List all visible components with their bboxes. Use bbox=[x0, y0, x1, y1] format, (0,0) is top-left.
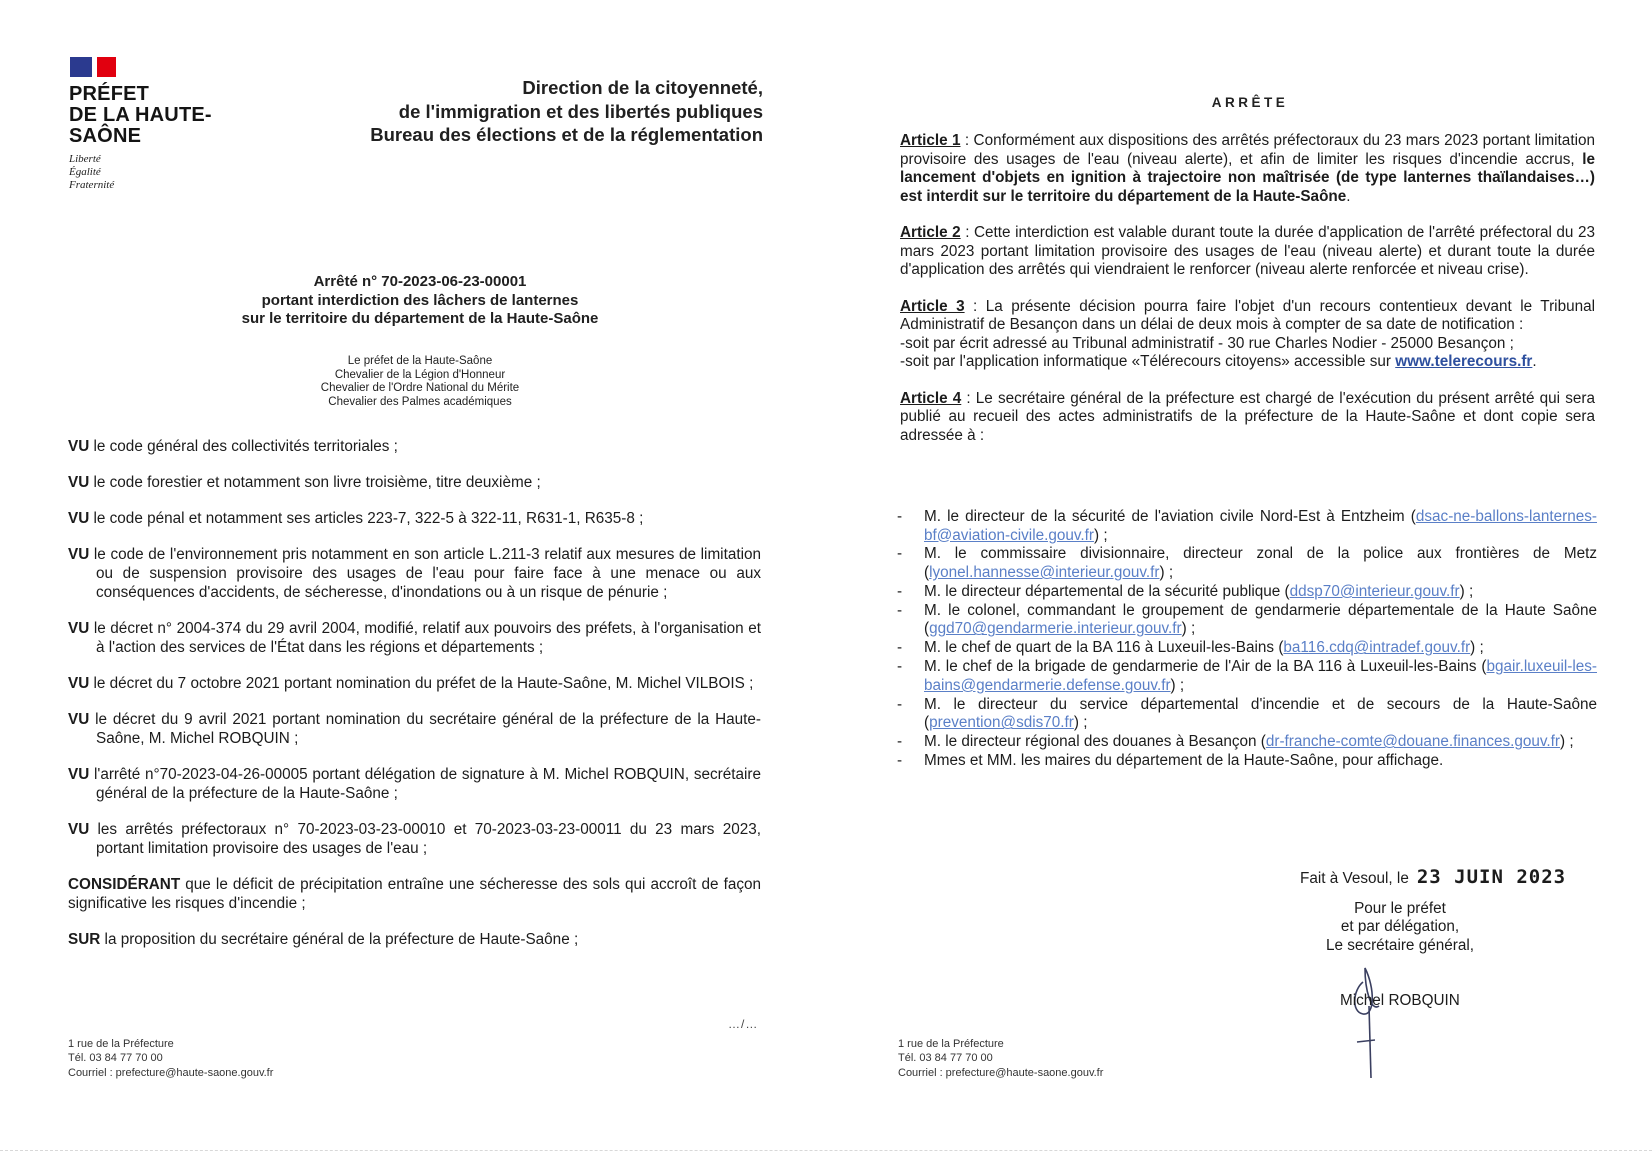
prefet-block bbox=[69, 84, 219, 192]
recipient-item: - M. le directeur du service départemental d'incendie et de secours de la Haute-Saône (prevention@sdis70.fr) ; bbox=[897, 695, 1597, 732]
visa-text: le code forestier et notamment son livre troisième, titre deuxième ; bbox=[93, 474, 541, 491]
article-text: -soit par l'application informatique «Télérecours citoyens» accessible sur bbox=[900, 353, 1396, 370]
visa-keyword: VU bbox=[68, 821, 90, 838]
article-text: . bbox=[1346, 187, 1351, 205]
prefet-line: DE LA HAUTE- bbox=[69, 104, 212, 126]
article-line: -soit par écrit adressé au Tribunal administratif - 30 rue Charles Nodier - 25000 Besançon ; bbox=[900, 334, 1514, 352]
article-text: . bbox=[1532, 353, 1537, 370]
flag-red-stripe bbox=[97, 57, 116, 77]
article-text: : Cette interdiction est valable durant toute la durée d'application de l'arrêté préfectoral du 23 mars 2023 portant limitation provisoire des usages de l'eau (niveau alerte) et durant toute la durée d'application des arrêtés qui viendraient le renforcer (niveau alerte renforcée et niveau crise). bbox=[900, 224, 1595, 278]
motto-line: Fraternité bbox=[69, 179, 115, 191]
dash-bullet: - bbox=[897, 733, 903, 751]
arrete-subject: portant interdiction des lâchers de lanternes bbox=[261, 291, 579, 309]
recipient-email-link[interactable]: ba116.cdq@intradef.gouv.fr bbox=[1283, 639, 1471, 657]
prefet-title-line: Chevalier de la Légion d'Honneur bbox=[334, 368, 506, 381]
prefet-line: PRÉFET bbox=[69, 83, 150, 105]
date-stamp: 23 JUIN 2023 bbox=[1416, 866, 1567, 888]
recipient-item: - M. le directeur de la sécurité de l'aviation civile Nord-Est à Entzheim (dsac-ne-ballons-lanternes-bf@aviation-civile.gouv.fr) ; bbox=[897, 508, 1597, 544]
footer-left bbox=[68, 1037, 273, 1080]
article-text: : La présente décision pourra faire l'objet d'un recours contentieux devant le Tribunal Administratif de Besançon dans un délai de deux mois à compter de sa date de notification : bbox=[900, 297, 1595, 333]
footer-email: Courriel : prefecture@haute-saone.gouv.fr bbox=[898, 1066, 1104, 1079]
article-label: Article 2 bbox=[900, 224, 961, 241]
recipient-text: M. le directeur régional des douanes à Besançon bbox=[924, 733, 1261, 751]
dash-bullet: - bbox=[897, 752, 903, 770]
arrete-title bbox=[90, 273, 750, 329]
recipients-list bbox=[897, 508, 1597, 771]
footer-email: Courriel : prefecture@haute-saone.gouv.fr bbox=[68, 1066, 274, 1079]
prefet-titles bbox=[90, 355, 750, 409]
republic-motto bbox=[69, 153, 219, 192]
visa-keyword: VU bbox=[68, 675, 90, 692]
recipient-email-link[interactable]: ggd70@gendarmerie.interieur.gouv.fr bbox=[929, 620, 1182, 638]
visa-item bbox=[68, 674, 761, 693]
recipient-email-link[interactable]: dsac-ne-ballons-lanternes-bf@aviation-civile.gouv.fr bbox=[924, 508, 1597, 544]
visa-keyword: VU bbox=[68, 711, 90, 728]
visa-keyword: VU bbox=[68, 546, 90, 563]
visa-text: l'arrêté n°70-2023-04-26-00005 portant délégation de signature à M. Michel ROBQUIN, secrétaire général de la préfecture de la Haute-Saône ; bbox=[94, 766, 762, 802]
prefet-title-line: Chevalier des Palmes académiques bbox=[328, 395, 512, 408]
direction-line: Direction de la citoyenneté, bbox=[522, 77, 763, 98]
arrete-number: Arrêté n° 70-2023-06-23-00001 bbox=[313, 273, 527, 290]
dash-bullet: - bbox=[897, 601, 903, 619]
prefet-title-line: Chevalier de l'Ordre National du Mérite bbox=[320, 382, 520, 395]
dash-bullet: - bbox=[897, 545, 903, 563]
recipient-item: - M. le chef de quart de la BA 116 à Luxeuil-les-Bains (ba116.cdq@intradef.gouv.fr) ; bbox=[897, 639, 1484, 657]
visa-keyword: VU bbox=[68, 438, 90, 455]
signer-name: Michel ROBQUIN bbox=[1340, 992, 1460, 1009]
considerant-text: que le déficit de précipitation entraîne une sécheresse des sols qui accroît de façon significative les risques d'incendie ; bbox=[68, 876, 762, 912]
visa-text: le décret du 9 avril 2021 portant nomination du secrétaire général de la préfecture de la Haute-Saône, M. Michel ROBQUIN ; bbox=[95, 711, 762, 747]
recipient-item: - M. le directeur départemental de la sécurité publique (ddsp70@interieur.gouv.fr) ; bbox=[897, 582, 1474, 600]
direction-line: de l'immigration et des libertés publiques bbox=[398, 100, 763, 122]
recipient-email-link[interactable]: prevention@sdis70.fr bbox=[929, 714, 1074, 732]
visa-keyword: VU bbox=[68, 766, 90, 783]
article-4 bbox=[900, 390, 1595, 446]
signature-line: Pour le préfet bbox=[1354, 900, 1446, 917]
arrete-heading: ARRÊTE bbox=[1211, 95, 1289, 110]
page-fold-line bbox=[0, 1150, 1652, 1151]
flag-blue-stripe bbox=[70, 57, 92, 77]
visa-item bbox=[68, 545, 761, 602]
visa-item bbox=[68, 765, 761, 803]
recipient-item bbox=[897, 752, 1597, 771]
footer-phone: Tél. 03 84 77 70 00 bbox=[68, 1052, 163, 1065]
date-line bbox=[1300, 866, 1566, 888]
prefet-line: SAÔNE bbox=[69, 125, 142, 147]
motto-line: Égalité bbox=[69, 166, 101, 178]
recipient-email-link[interactable]: lyonel.hannesse@interieur.gouv.fr bbox=[929, 564, 1160, 582]
recipient-text: M. le commissaire divisionnaire, directeur zonal de la police aux frontières de Metz bbox=[924, 545, 1597, 563]
article-text: : Le secrétaire général de la préfecture est chargé de l'exécution du présent arrêté qui sera publié au recueil des actes administratifs de la préfecture de la Haute-Saône et dont copie sera adressée à : bbox=[900, 389, 1595, 444]
dash-bullet: - bbox=[897, 695, 903, 713]
telerecours-link[interactable]: www.telerecours.fr bbox=[1395, 353, 1533, 370]
motto-line: Liberté bbox=[69, 153, 101, 165]
signature-place: Fait à Vesoul, le bbox=[1300, 870, 1409, 887]
recipient-email-link[interactable]: ddsp70@interieur.gouv.fr bbox=[1289, 582, 1460, 600]
article-label: Article 1 bbox=[900, 132, 961, 149]
visa-keyword: VU bbox=[68, 510, 90, 527]
article-line bbox=[900, 353, 1595, 372]
recipient-email-link[interactable]: bgair.luxeuil-les-bains@gendarmerie.defense.gouv.fr bbox=[924, 658, 1597, 694]
handwritten-signature bbox=[1335, 960, 1405, 1080]
recipient-text: M. le directeur du service départemental d'incendie et de secours de la Haute-Saône bbox=[924, 695, 1597, 713]
visa-item bbox=[68, 710, 761, 748]
article-3 bbox=[900, 298, 1595, 372]
recipient-item: - M. le chef de la brigade de gendarmerie de l'Air de la BA 116 à Luxeuil-les-Bains (bgair.luxeuil-les-bains@gendarmerie.defense.gouv.fr) ; bbox=[897, 658, 1597, 694]
prefet-title-line: Le préfet de la Haute-Saône bbox=[347, 355, 493, 367]
visa-keyword: VU bbox=[68, 620, 90, 637]
considerant-keyword: CONSIDÉRANT bbox=[68, 876, 181, 893]
articles bbox=[900, 132, 1595, 463]
sur-text: la proposition du secrétaire général de la préfecture de Haute-Saône ; bbox=[104, 931, 579, 948]
visa-item bbox=[68, 619, 761, 657]
visa-text: le décret n° 2004-374 du 29 avril 2004, modifié, relatif aux pouvoirs des préfets, à l'organisation et à l'action des services de l'État dans les régions et départements ; bbox=[93, 620, 762, 656]
recipient-item: - M. le commissaire divisionnaire, directeur zonal de la police aux frontières de Metz (lyonel.hannesse@interieur.gouv.fr) ; bbox=[897, 545, 1597, 582]
marianne-logo bbox=[70, 57, 118, 77]
visa-keyword: VU bbox=[68, 474, 90, 491]
footer-address: 1 rue de la Préfecture bbox=[68, 1038, 174, 1050]
considerant-item bbox=[68, 875, 761, 913]
dash-bullet: - bbox=[897, 508, 903, 525]
signature-line: et par délégation, bbox=[1340, 918, 1460, 936]
visa-item bbox=[68, 509, 761, 528]
recipient-text: M. le directeur départemental de la sécurité publique bbox=[924, 582, 1285, 600]
recipient-email-link[interactable]: dr-franche-comte@douane.finances.gouv.fr bbox=[1265, 733, 1561, 751]
dash-bullet: - bbox=[897, 658, 903, 676]
visa-text: le code général des collectivités territoriales ; bbox=[93, 438, 398, 455]
recipient-text: M. le chef de la brigade de gendarmerie de l'Air de la BA 116 à Luxeuil-les-Bains bbox=[924, 658, 1482, 676]
direction-line: Bureau des élections et de la réglementation bbox=[370, 124, 763, 145]
footer-right bbox=[898, 1037, 1103, 1080]
arrete-subject: sur le territoire du département de la Haute-Saône bbox=[241, 310, 599, 327]
recipient-text: Mmes et MM. les maires du département de la Haute-Saône, pour affichage. bbox=[924, 752, 1444, 770]
visa-item bbox=[68, 820, 761, 858]
footer-phone: Tél. 03 84 77 70 00 bbox=[898, 1052, 993, 1065]
recipient-text: M. le directeur de la sécurité de l'aviation civile Nord-Est à Entzheim bbox=[924, 508, 1411, 525]
sur-item bbox=[68, 930, 761, 949]
article-2 bbox=[900, 224, 1595, 280]
recipient-text: M. le colonel, commandant le groupement de gendarmerie départementale de la Haute Saône bbox=[924, 601, 1597, 619]
article-1 bbox=[900, 132, 1595, 206]
dash-bullet: - bbox=[897, 639, 903, 657]
visa-text: le code pénal et notamment ses articles 223-7, 322-5 à 322-11, R631-1, R635-8 ; bbox=[93, 510, 644, 527]
recipient-text: M. le chef de quart de la BA 116 à Luxeuil-les-Bains bbox=[924, 639, 1279, 657]
visas-list bbox=[68, 437, 761, 966]
dash-bullet: - bbox=[897, 582, 903, 600]
visa-text: les arrêtés préfectoraux n° 70-2023-03-23-00010 et 70-2023-03-23-00011 du 23 mars 2023, portant limitation provisoire des usages de l'eau ; bbox=[96, 821, 762, 857]
recipient-item: - M. le colonel, commandant le groupement de gendarmerie départementale de la Haute Saône (ggd70@gendarmerie.interieur.gouv.fr) ; bbox=[897, 601, 1597, 638]
recipient-item: - M. le directeur régional des douanes à Besançon (dr-franche-comte@douane.finances.gouv.fr) ; bbox=[897, 733, 1574, 751]
article-label: Article 4 bbox=[900, 389, 962, 407]
article-label: Article 3 bbox=[900, 297, 965, 315]
article-bold-text: le lancement d'objets en ignition à trajectoire non maîtrisée (de type lanternes thaïlandaises…) est interdit sur le territoire du département de la Haute-Saône bbox=[900, 150, 1595, 205]
sur-keyword: SUR bbox=[68, 931, 101, 948]
visa-text: le décret du 7 octobre 2021 portant nomination du préfet de la Haute-Saône, M. Michel VILBOIS ; bbox=[93, 675, 754, 692]
footer-address: 1 rue de la Préfecture bbox=[898, 1038, 1004, 1050]
visa-text: le code de l'environnement pris notamment en son article L.211-3 relatif aux mesures de limitation ou de suspension provisoire des usages de l'eau pour faire face à une menace ou aux conséquences d'accidents, de sécheresse, d'inondations ou à un risque de pénurie ; bbox=[93, 546, 762, 601]
signature-line: Le secrétaire général, bbox=[1326, 936, 1474, 954]
visa-item bbox=[68, 473, 761, 492]
direction-header bbox=[243, 76, 763, 147]
continuation-mark: …/… bbox=[728, 1017, 759, 1031]
signature-block bbox=[1300, 900, 1500, 955]
article-text: : Conformément aux dispositions des arrêtés préfectoraux du 23 mars 2023 portant limitation provisoire des usages de l'eau (niveau alerte), et afin de limiter les risques d'incendie accrus, bbox=[900, 132, 1595, 168]
visa-item bbox=[68, 437, 761, 456]
